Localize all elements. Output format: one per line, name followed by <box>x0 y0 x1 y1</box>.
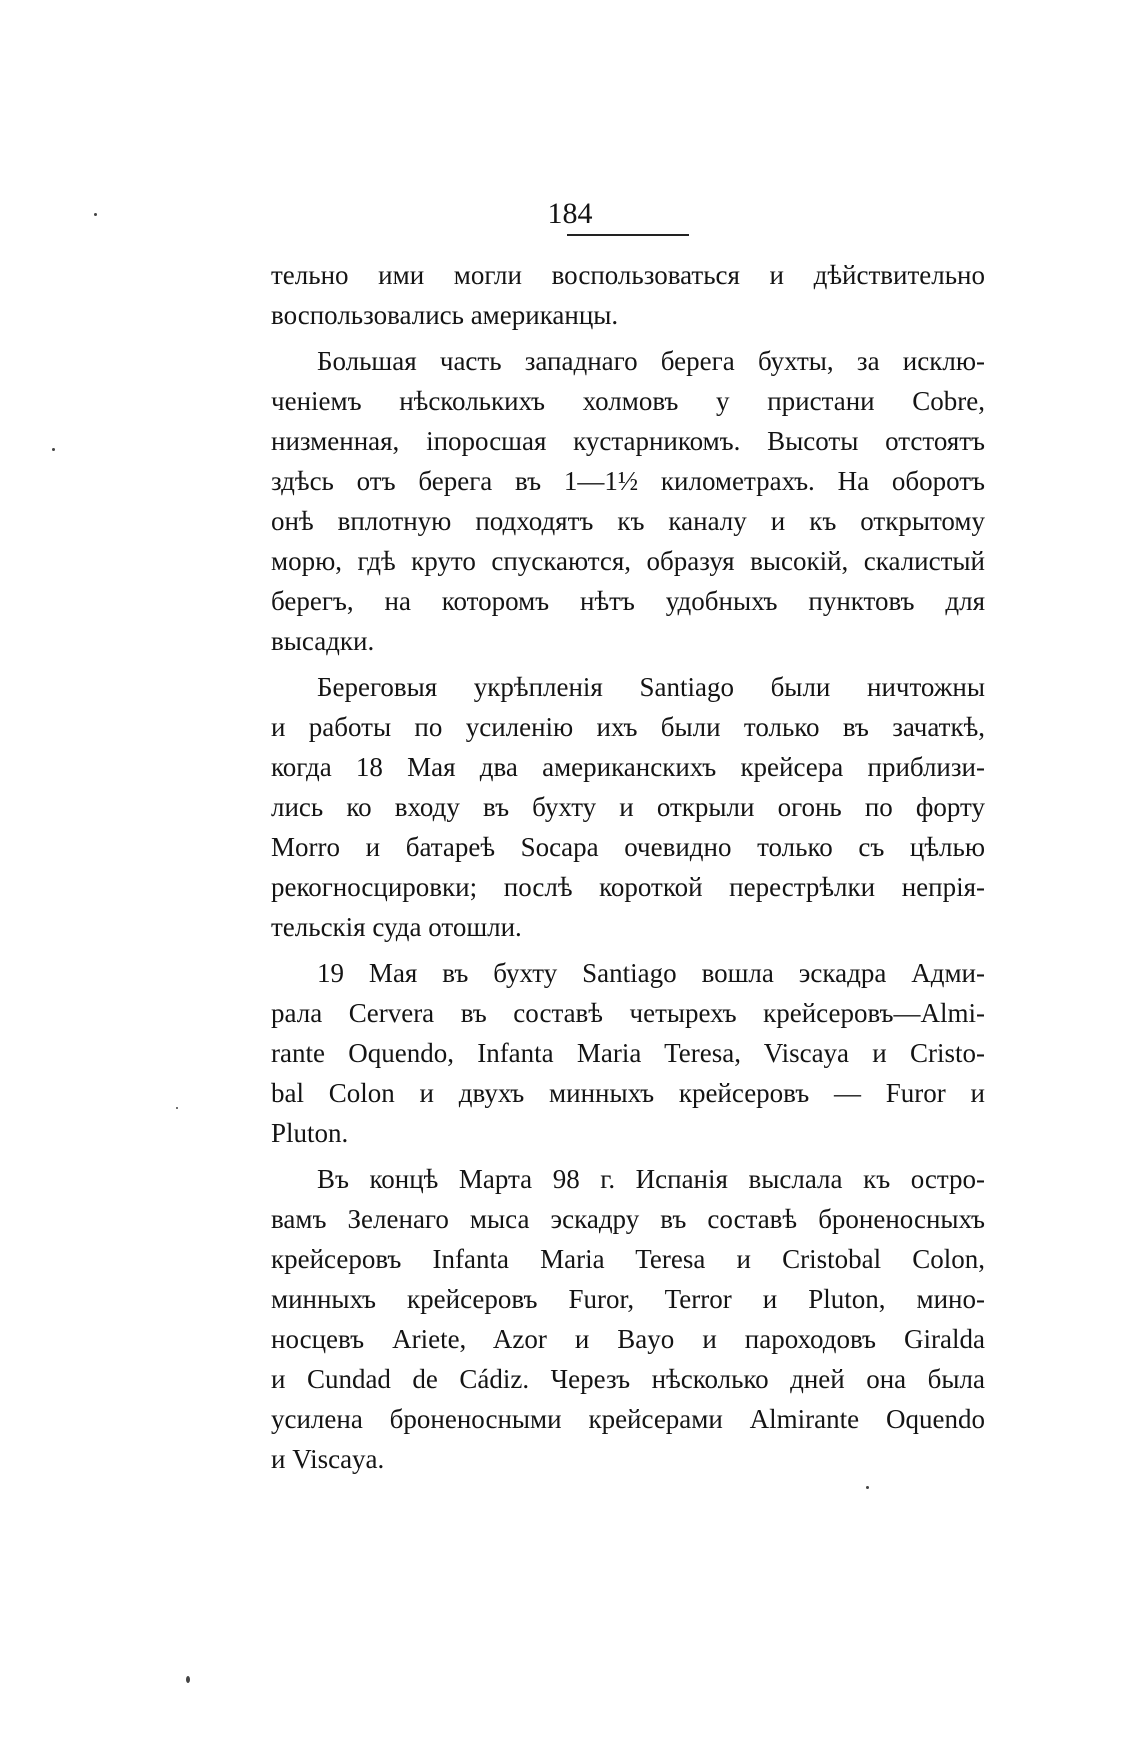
text-line: Morro и батареѣ Socapa очевидно только съ цѣлью <box>271 832 985 862</box>
scan-speck <box>52 448 55 451</box>
text-line: и работы по усиленію ихъ были только въ зачаткѣ, <box>271 712 985 742</box>
text-line: ченіемъ нѣсколькихъ холмовъ у пристани Cobre, <box>271 386 985 416</box>
text-line: и Viscaya. <box>271 1444 385 1474</box>
paragraph <box>271 255 985 335</box>
text-line: рекогносцировки; послѣ короткой перестрѣлки непрія- <box>271 872 985 902</box>
text-line: усилена броненосными крейсерами Almirante Oquendo <box>271 1404 985 1434</box>
paragraph <box>271 341 985 661</box>
page-number: 184 <box>547 197 593 230</box>
text-line: и Cundad de Cádiz. Черезъ нѣсколько дней она была <box>271 1364 985 1394</box>
text-line: носцевъ Ariete, Azor и Bayo и пароходовъ Giralda <box>271 1324 985 1354</box>
text-line: минныхъ крейсеровъ Furor, Terror и Pluton, мино- <box>271 1284 985 1314</box>
text-line: низменная, іпоросшая кустарникомъ. Высоты отстоятъ <box>271 426 985 456</box>
text-line: рала Cervera въ составѣ четырехъ крейсеровъ—Almi- <box>271 998 985 1028</box>
text-line: крейсеровъ Infanta Maria Teresa и Cristobal Colon, <box>271 1244 985 1274</box>
text-line: rante Oquendo, Infanta Maria Teresa, Viscaya и Cristo- <box>271 1038 985 1068</box>
paragraph <box>271 953 985 1153</box>
text-line: здѣсь отъ берега въ 1—1½ километрахъ. На оборотъ <box>271 466 985 496</box>
text-line: тельскія суда отошли. <box>271 912 522 942</box>
text-line: Pluton. <box>271 1118 349 1148</box>
scan-speck <box>94 213 97 216</box>
text-line: когда 18 Мая два американскихъ крейсера приблизи- <box>271 752 985 782</box>
scan-speck <box>866 1486 869 1489</box>
scan-speck <box>176 1107 178 1109</box>
text-line: воспользовались американцы. <box>271 300 619 330</box>
text-line: вамъ Зеленаго мыса эскадру въ составѣ броненосныхъ <box>271 1204 985 1234</box>
paragraph <box>271 667 985 947</box>
text-line: высадки. <box>271 626 375 656</box>
paragraph <box>271 1159 985 1479</box>
text-line: Въ концѣ Марта 98 г. Испанія выслала къ остро- <box>317 1164 985 1194</box>
text-line: лись ко входу въ бухту и открыли огонь по форту <box>271 792 985 822</box>
text-body <box>271 255 985 1485</box>
page-number-rule <box>567 234 689 236</box>
text-line: тельно ими могли воспользоваться и дѣйствительно <box>271 260 985 290</box>
text-line: онѣ вплотную подходятъ къ каналу и къ открытому <box>271 506 985 536</box>
scan-speck <box>186 1676 190 1683</box>
text-line: 19 Мая въ бухту Santiago вошла эскадра Адми- <box>317 958 985 988</box>
text-line: Береговыя укрѣпленія Santiago были ничтожны <box>317 672 985 702</box>
text-line: Большая часть западнаго берега бухты, за исклю- <box>317 346 985 376</box>
text-line: морю, гдѣ круто спускаются, образуя высокій, скалистый <box>271 546 985 576</box>
text-line: берегъ, на которомъ нѣтъ удобныхъ пунктовъ для <box>271 586 985 616</box>
text-line: bal Colon и двухъ минныхъ крейсеровъ — Furor и <box>271 1078 985 1108</box>
